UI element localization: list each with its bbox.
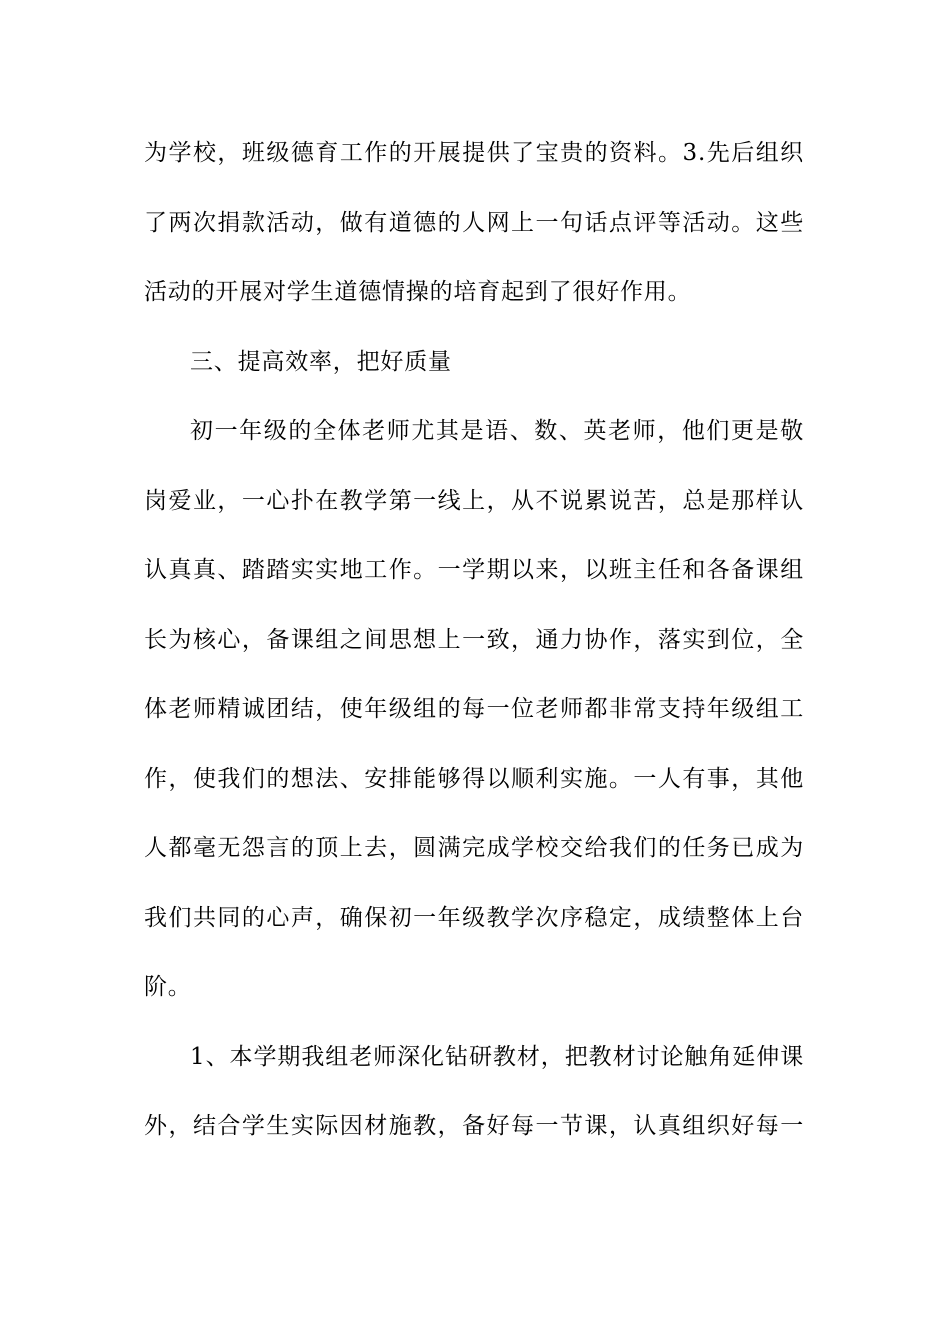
- text-line: 人都毫无怨言的顶上去，圆满完成学校交给我们的任务已成为: [144, 835, 804, 861]
- text-line: 阶。: [144, 974, 192, 1000]
- paragraph-first-line: 初一年级的全体老师尤其是语、数、英老师，他们更是敬: [190, 418, 804, 444]
- section-heading: 三、提高效率，把好质量: [190, 348, 452, 375]
- text-line: 岗爱业，一心扑在教学第一线上，从不说累说苦，总是那样认: [144, 487, 804, 514]
- text-line: 外，结合学生实际因材施教，备好每一节课，认真组织好每一: [144, 1113, 804, 1139]
- paragraph-first-line: 1、本学期我组老师深化钻研教材，把教材讨论触角延伸课: [190, 1043, 804, 1070]
- text-line: 为学校，班级德育工作的开展提供了宝贵的资料。3.先后组织: [144, 140, 804, 166]
- text-line: 长为核心，备课组之间思想上一致，通力协作，落实到位，全: [144, 626, 804, 653]
- text-line: 活动的开展对学生道德情操的培育起到了很好作用。: [144, 279, 692, 305]
- text-line: 认真真、踏踏实实地工作。一学期以来，以班主任和各备课组: [144, 557, 804, 583]
- text-line: 体老师精诚团结，使年级组的每一位老师都非常支持年级组工: [144, 696, 804, 722]
- text-line: 我们共同的心声，确保初一年级教学次序稳定，成绩整体上台: [144, 904, 804, 931]
- text-line: 了两次捐款活动，做有道德的人网上一句话点评等活动。这些: [144, 209, 804, 236]
- document-body: [144, 128, 804, 1171]
- text-line: 作，使我们的想法、安排能够得以顺利实施。一人有事，其他: [144, 765, 804, 792]
